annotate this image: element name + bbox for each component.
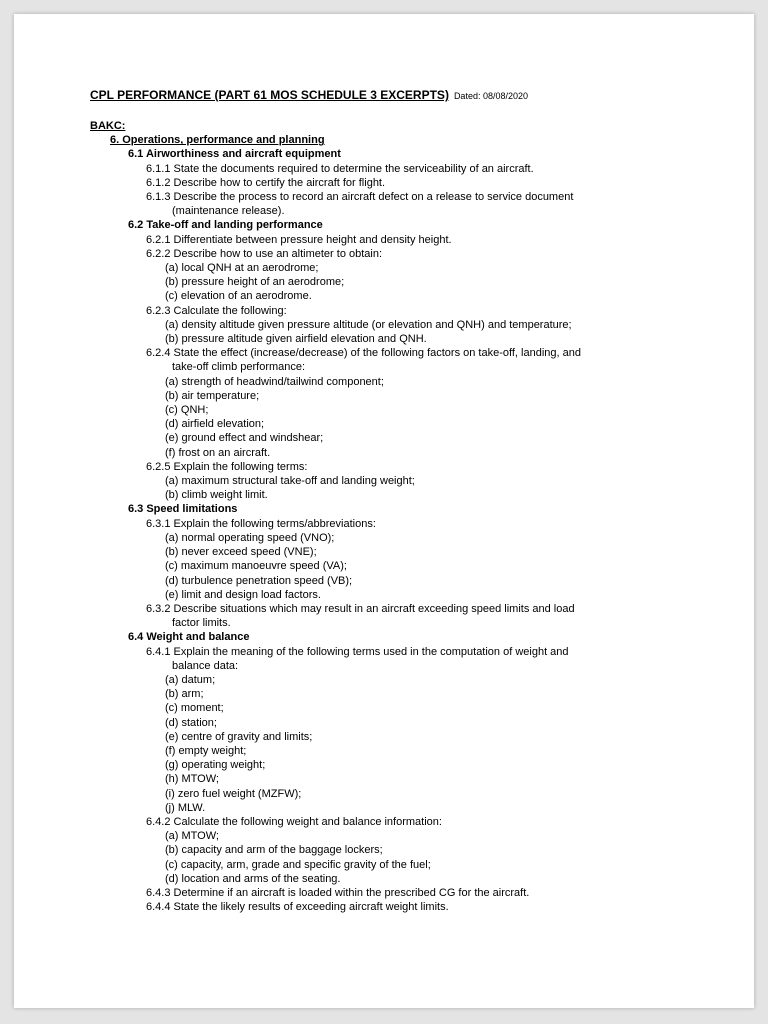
doc-line <box>90 375 680 389</box>
doc-line-text: (c) QNH; <box>165 404 209 417</box>
doc-heading <box>90 630 680 644</box>
doc-line-text: (d) airfield elevation; <box>165 418 265 431</box>
doc-line-continuation: factor limits. <box>172 617 231 630</box>
doc-line <box>90 758 680 772</box>
doc-line <box>90 900 680 914</box>
doc-line <box>90 247 680 261</box>
doc-line-text: 6.1.2 Describe how to certify the aircraft for flight. <box>146 176 386 189</box>
doc-line <box>90 318 680 332</box>
doc-line <box>90 261 680 275</box>
doc-line-text: (f) empty weight; <box>165 744 247 757</box>
doc-line-text: (d) turbulence penetration speed (VB); <box>165 574 353 587</box>
doc-line-text: 6.2.5 Explain the following terms: <box>146 460 308 473</box>
doc-line <box>90 744 680 758</box>
doc-heading <box>90 133 680 147</box>
doc-line <box>90 829 680 843</box>
doc-line-text: (j) MLW. <box>165 801 206 814</box>
doc-line <box>90 716 680 730</box>
doc-line <box>90 588 680 602</box>
doc-line <box>90 772 680 786</box>
doc-line-text: (b) capacity and arm of the baggage lockers; <box>165 844 383 857</box>
doc-line-text: (a) local QNH at an aerodrome; <box>165 262 319 275</box>
doc-line <box>90 545 680 559</box>
doc-line-text: 6.2.3 Calculate the following: <box>146 304 287 317</box>
doc-line <box>90 389 680 403</box>
doc-line <box>90 574 680 588</box>
doc-line <box>90 801 680 815</box>
doc-line-text: (c) capacity, arm, grade and specific gravity of the fuel; <box>165 858 431 871</box>
doc-line <box>90 858 680 872</box>
doc-line-text: (b) pressure altitude given airfield elevation and QNH. <box>165 333 427 346</box>
doc-line-text: (c) moment; <box>165 702 224 715</box>
doc-heading <box>90 119 680 133</box>
doc-line-text: (d) station; <box>165 716 217 729</box>
doc-line-text: (h) MTOW; <box>165 773 219 786</box>
doc-heading <box>90 218 680 232</box>
doc-line-text: 6.4 Weight and balance <box>128 631 250 644</box>
doc-line <box>90 787 680 801</box>
doc-line <box>90 346 680 374</box>
doc-line-text: (a) density altitude given pressure altitude (or elevation and QNH) and temperature; <box>165 318 572 331</box>
doc-line-text: (a) strength of headwind/tailwind component; <box>165 375 384 388</box>
doc-line-text: (e) centre of gravity and limits; <box>165 730 313 743</box>
doc-line-continuation: (maintenance release). <box>172 205 285 218</box>
doc-line-text: BAKC: <box>90 120 126 132</box>
doc-line-text: (e) limit and design load factors. <box>165 588 321 601</box>
doc-line <box>90 517 680 531</box>
doc-line <box>90 701 680 715</box>
doc-heading <box>90 502 680 516</box>
doc-line-text: 6. Operations, performance and planning <box>110 134 325 147</box>
doc-line <box>90 815 680 829</box>
doc-line <box>90 730 680 744</box>
doc-line <box>90 289 680 303</box>
doc-line <box>90 403 680 417</box>
doc-line-text: (e) ground effect and windshear; <box>165 432 324 445</box>
doc-line <box>90 645 680 673</box>
doc-line-text: (i) zero fuel weight (MZFW); <box>165 787 302 800</box>
doc-line <box>90 176 680 190</box>
doc-line <box>90 162 680 176</box>
doc-line-text: (c) maximum manoeuvre speed (VA); <box>165 560 347 573</box>
doc-line <box>90 332 680 346</box>
document-title-text: CPL PERFORMANCE (PART 61 MOS SCHEDULE 3 EXCERPTS) <box>90 88 449 102</box>
doc-line-continuation: balance data: <box>172 659 239 672</box>
doc-line-text: 6.3.2 Describe situations which may result in an aircraft exceeding speed limits and load <box>146 602 575 615</box>
doc-line-text: (g) operating weight; <box>165 759 266 772</box>
doc-line-text: 6.4.4 State the likely results of exceeding aircraft weight limits. <box>146 901 449 914</box>
doc-line <box>90 531 680 545</box>
doc-line <box>90 687 680 701</box>
doc-line-text: 6.2 Take-off and landing performance <box>128 219 323 232</box>
doc-line <box>90 275 680 289</box>
doc-line-text: (b) air temperature; <box>165 389 260 402</box>
doc-heading <box>90 147 680 161</box>
doc-line-text: 6.4.1 Explain the meaning of the following terms used in the computation of weight and <box>146 645 569 658</box>
doc-line-text: 6.2.4 State the effect (increase/decrease) of the following factors on take-off, landing, and <box>146 347 581 360</box>
doc-line <box>90 559 680 573</box>
document-page <box>14 14 754 1008</box>
doc-line-text: 6.1.3 Describe the process to record an aircraft defect on a release to service document <box>146 191 574 204</box>
document-title <box>90 88 680 103</box>
doc-line-text: 6.3.1 Explain the following terms/abbreviations: <box>146 517 376 530</box>
doc-line-text: (b) pressure height of an aerodrome; <box>165 276 345 289</box>
doc-line-text: (c) elevation of an aerodrome. <box>165 290 312 303</box>
document-dated-text: Dated: 08/08/2020 <box>453 91 528 101</box>
doc-line-continuation: take-off climb performance: <box>172 361 306 374</box>
doc-line <box>90 602 680 630</box>
doc-line <box>90 190 680 218</box>
doc-line-text: 6.1 Airworthiness and aircraft equipment <box>128 148 341 161</box>
doc-line <box>90 673 680 687</box>
doc-line-text: (a) MTOW; <box>165 830 219 843</box>
doc-line-text: 6.4.2 Calculate the following weight and balance information: <box>146 815 442 828</box>
doc-line <box>90 886 680 900</box>
doc-line <box>90 417 680 431</box>
doc-line-text: (a) maximum structural take-off and landing weight; <box>165 475 415 488</box>
doc-line-text: (b) arm; <box>165 688 204 701</box>
doc-line <box>90 431 680 445</box>
document-body <box>90 119 680 914</box>
doc-line-text: (a) datum; <box>165 673 216 686</box>
doc-line <box>90 460 680 474</box>
doc-line-text: 6.2.2 Describe how to use an altimeter to obtain: <box>146 247 383 260</box>
doc-line <box>90 474 680 488</box>
doc-line-text: (d) location and arms of the seating. <box>165 872 341 885</box>
doc-line-text: 6.2.1 Differentiate between pressure height and density height. <box>146 233 452 246</box>
doc-line <box>90 233 680 247</box>
doc-line <box>90 488 680 502</box>
doc-line-text: 6.1.1 State the documents required to determine the serviceability of an aircraft. <box>146 162 534 175</box>
doc-line-text: (b) never exceed speed (VNE); <box>165 546 317 559</box>
doc-line-text: (f) frost on an aircraft. <box>165 446 271 459</box>
doc-line <box>90 446 680 460</box>
doc-line-text: 6.4.3 Determine if an aircraft is loaded within the prescribed CG for the aircraft. <box>146 886 530 899</box>
doc-line <box>90 843 680 857</box>
doc-line <box>90 304 680 318</box>
doc-line <box>90 872 680 886</box>
doc-line-text: (b) climb weight limit. <box>165 489 268 502</box>
doc-line-text: 6.3 Speed limitations <box>128 503 238 516</box>
doc-line-text: (a) normal operating speed (VNO); <box>165 531 335 544</box>
